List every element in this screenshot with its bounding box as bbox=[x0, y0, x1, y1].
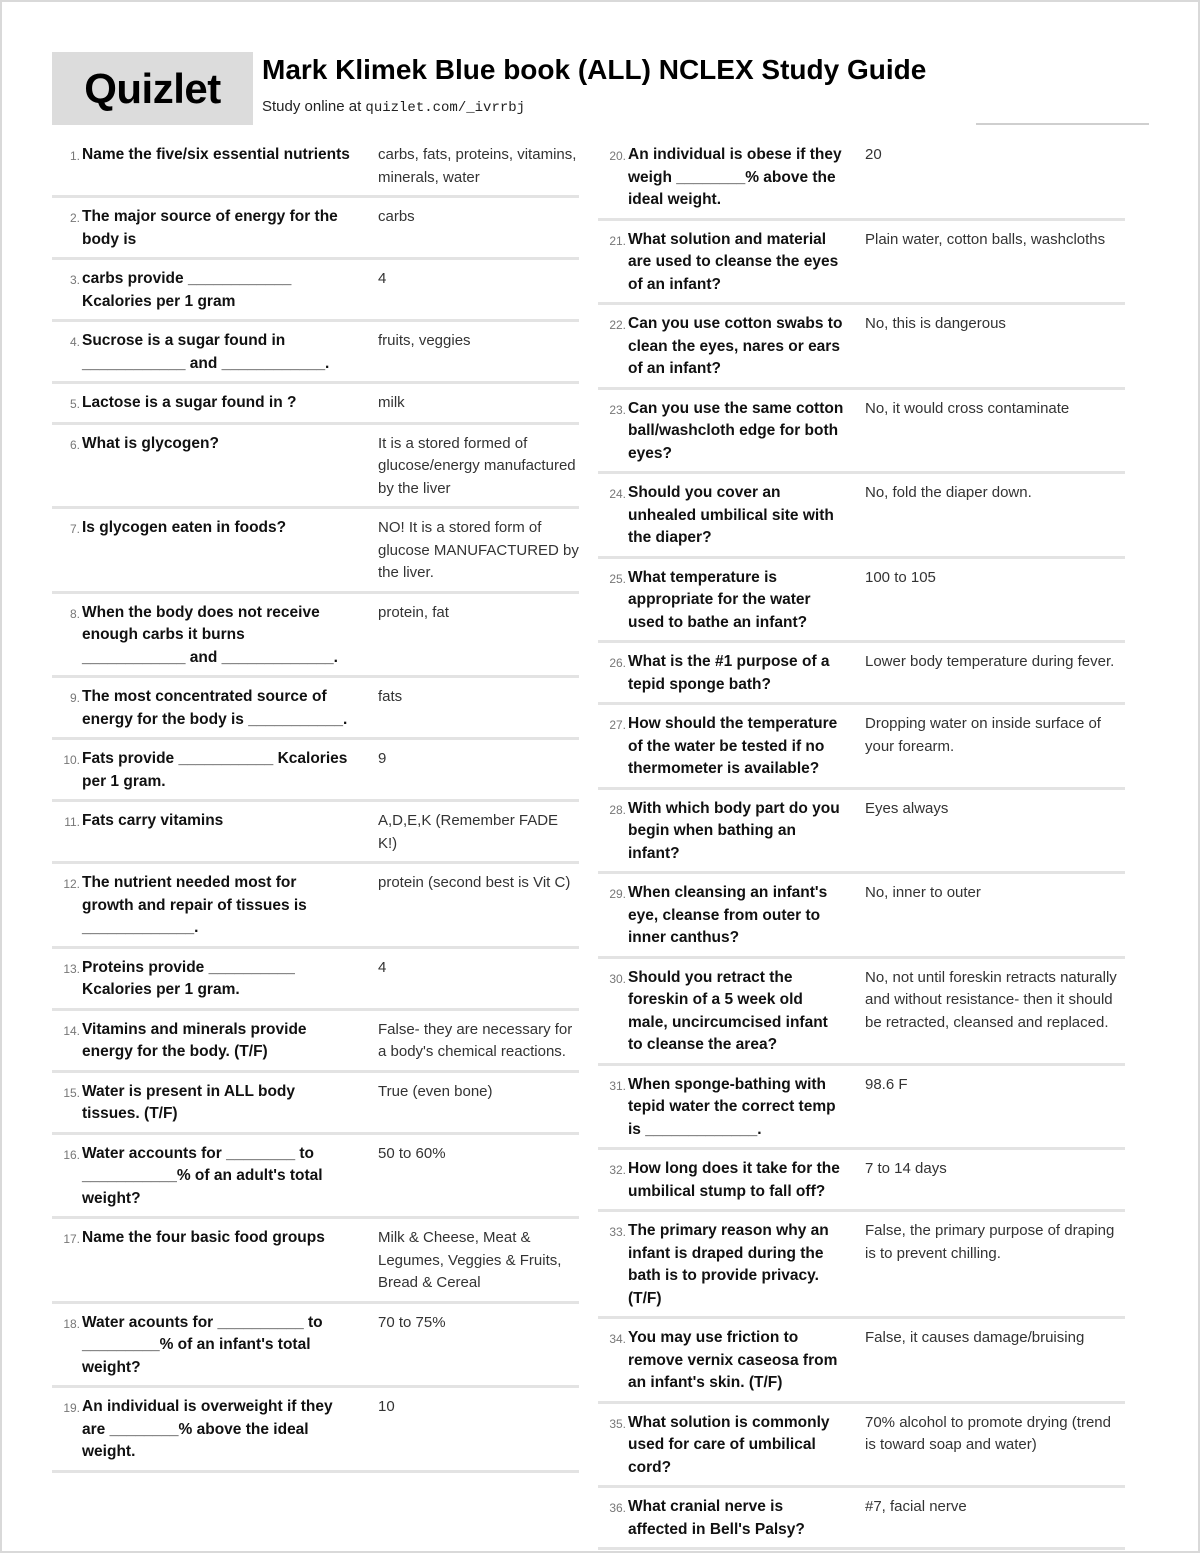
card-definition: 70% alcohol to promote drying (trend is toward soap and water) bbox=[865, 1413, 1111, 1453]
card-definition: carbs, fats, proteins, vitamins, minerals, water bbox=[378, 146, 577, 186]
card-definition: No, fold the diaper down. bbox=[865, 484, 1032, 501]
card-number: 24. bbox=[609, 487, 626, 501]
card-definition: A,D,E,K (Remember FADE K!) bbox=[378, 812, 559, 852]
card-number: 36. bbox=[609, 1501, 626, 1515]
card-term: What solution and material are used to cleanse the eyes of an infant? bbox=[628, 230, 839, 293]
card-definition: 10 bbox=[378, 1398, 395, 1415]
card-term: Name the four basic food groups bbox=[82, 1229, 325, 1246]
card-term: Is glycogen eaten in foods? bbox=[82, 519, 287, 536]
card-term: Can you use cotton swabs to clean the eyes, nares or ears of an infant? bbox=[628, 315, 843, 377]
flashcard-row bbox=[598, 880, 1125, 959]
flashcard-row bbox=[52, 746, 579, 802]
card-term: With which body part do you begin when bathing an infant? bbox=[628, 799, 840, 862]
card-term: When the body does not receive enough carbs it burns ____________ and _____________. bbox=[82, 603, 338, 666]
card-definition: No, inner to outer bbox=[865, 884, 981, 901]
flashcard-row bbox=[52, 515, 579, 594]
flashcard-row bbox=[598, 1325, 1125, 1404]
card-term: An individual is overweight if they are ________% above the ideal weight. bbox=[82, 1398, 333, 1460]
card-number: 13. bbox=[63, 961, 80, 976]
card-number: 28. bbox=[609, 802, 626, 817]
card-definition: False, it causes damage/bruising bbox=[865, 1329, 1085, 1346]
card-number: 19. bbox=[63, 1401, 80, 1415]
flashcard-row bbox=[52, 328, 579, 384]
flashcard-row bbox=[52, 955, 579, 1011]
card-number: 7. bbox=[69, 522, 80, 536]
card-term: Water is present in ALL body tissues. (T/F) bbox=[82, 1082, 296, 1122]
card-term: What temperature is appropriate for the water used to bathe an infant? bbox=[628, 568, 811, 631]
card-term: You may use friction to remove vernix caseosa from an infant's skin. (T/F) bbox=[628, 1329, 838, 1391]
card-definition: 100 to 105 bbox=[865, 568, 936, 586]
card-definition: It is a stored formed of glucose/energy manufactured by the liver bbox=[378, 434, 576, 497]
card-term: What is glycogen? bbox=[82, 434, 219, 452]
card-definition: False- they are necessary for a body's chemical reactions. bbox=[378, 1020, 573, 1060]
card-definition: Dropping water on inside surface of your forearm. bbox=[865, 715, 1101, 755]
flashcard-row bbox=[52, 1225, 579, 1304]
card-term: The major source of energy for the body is bbox=[82, 208, 338, 248]
flashcard-row bbox=[598, 796, 1125, 875]
card-term: How should the temperature of the water be tested if no thermometer is available? bbox=[628, 715, 838, 777]
card-term: Sucrose is a sugar found in ____________ and ____________. bbox=[82, 332, 330, 372]
flashcard-row bbox=[52, 870, 579, 949]
card-definition: 7 to 14 days bbox=[865, 1160, 947, 1177]
card-definition: False, the primary purpose of draping is to prevent chilling. bbox=[865, 1222, 1115, 1262]
card-term: The primary reason why an infant is draped during the bath is to provide privacy. (T/F) bbox=[628, 1222, 829, 1307]
card-term: Can you use the same cotton ball/washcloth edge for both eyes? bbox=[628, 399, 844, 462]
card-term: Lactose is a sugar found in ? bbox=[82, 394, 297, 411]
flashcard-row bbox=[52, 204, 579, 260]
cards-column-left bbox=[52, 142, 579, 1479]
flashcard-row bbox=[52, 1079, 579, 1135]
card-number: 25. bbox=[609, 571, 626, 586]
card-number: 4. bbox=[69, 335, 80, 349]
card-number: 29. bbox=[609, 887, 626, 901]
flashcard-row bbox=[598, 1494, 1125, 1550]
card-definition: Lower body temperature during fever. bbox=[865, 653, 1115, 670]
card-number: 2. bbox=[69, 211, 80, 225]
card-definition: #7, facial nerve bbox=[865, 1498, 967, 1515]
card-definition: protein (second best is Vit C) bbox=[378, 874, 571, 891]
flashcard-row bbox=[52, 808, 579, 864]
flashcard-row bbox=[52, 600, 579, 679]
card-number: 14. bbox=[63, 1023, 80, 1038]
card-term: Water acounts for __________ to _________% of an infant's total weight? bbox=[82, 1313, 323, 1376]
card-term: An individual is obese if they weigh ________% above the ideal weight. bbox=[628, 146, 842, 208]
card-number: 6. bbox=[69, 437, 80, 452]
card-number: 9. bbox=[69, 691, 80, 705]
card-definition: Eyes always bbox=[865, 799, 949, 817]
flashcard-row bbox=[598, 311, 1125, 390]
card-term: Should you retract the foreskin of a 5 week old male, uncircumcised infant to cleanse the area? bbox=[628, 968, 828, 1053]
flashcard-row bbox=[598, 565, 1125, 644]
flashcard-row bbox=[598, 142, 1125, 221]
card-definition: 98.6 F bbox=[865, 1075, 908, 1093]
card-definition: milk bbox=[378, 394, 405, 411]
flashcard-row bbox=[598, 965, 1125, 1066]
card-term: When cleansing an infant's eye, cleanse from outer to inner canthus? bbox=[628, 884, 828, 946]
flashcard-row bbox=[598, 1072, 1125, 1151]
page-subtitle bbox=[262, 98, 525, 116]
header-divider bbox=[976, 123, 1149, 125]
card-term: carbs provide ____________ Kcalories per 1 gram bbox=[82, 270, 292, 310]
quizlet-logo: Quizlet bbox=[52, 52, 253, 125]
card-definition: No, this is dangerous bbox=[865, 315, 1006, 332]
card-term: Water accounts for ________ to ___________% of an adult's total weight? bbox=[82, 1144, 323, 1207]
card-number: 12. bbox=[63, 877, 80, 891]
card-number: 33. bbox=[609, 1225, 626, 1239]
card-term: Fats carry vitamins bbox=[82, 812, 224, 829]
flashcard-row bbox=[52, 1310, 579, 1389]
flashcard-row bbox=[598, 1410, 1125, 1489]
card-number: 23. bbox=[609, 402, 626, 417]
subtitle-prefix: Study online at bbox=[262, 98, 362, 115]
flashcard-row bbox=[52, 684, 579, 740]
card-term: What is the #1 purpose of a tepid sponge bath? bbox=[628, 653, 830, 693]
flashcard-row bbox=[52, 266, 579, 322]
flashcard-row bbox=[598, 649, 1125, 705]
flashcard-row bbox=[598, 480, 1125, 559]
card-definition: Milk & Cheese, Meat & Legumes, Veggies & Fruits, Bread & Cereal bbox=[378, 1229, 562, 1291]
card-number: 22. bbox=[609, 318, 626, 332]
card-definition: Plain water, cotton balls, washcloths bbox=[865, 230, 1106, 248]
card-term: What solution is commonly used for care of umbilical cord? bbox=[628, 1413, 830, 1476]
card-number: 10. bbox=[63, 753, 80, 767]
card-number: 35. bbox=[609, 1416, 626, 1431]
flashcard-row bbox=[598, 711, 1125, 790]
cards-column-right bbox=[598, 142, 1125, 1556]
page-title: Mark Klimek Blue book (ALL) NCLEX Study Guide bbox=[262, 54, 927, 85]
card-definition: No, it would cross contaminate bbox=[865, 399, 1070, 417]
card-definition: 50 to 60% bbox=[378, 1144, 446, 1162]
flashcard-row bbox=[598, 227, 1125, 306]
card-term: Should you cover an unhealed umbilical site with the diaper? bbox=[628, 484, 834, 546]
card-term: What cranial nerve is affected in Bell's Palsy? bbox=[628, 1498, 805, 1538]
card-definition: True (even bone) bbox=[378, 1082, 493, 1100]
flashcard-row bbox=[52, 431, 579, 510]
card-term: The most concentrated source of energy for the body is ___________. bbox=[82, 688, 348, 728]
card-number: 5. bbox=[69, 397, 80, 411]
card-term: The nutrient needed most for growth and repair of tissues is _____________. bbox=[82, 874, 307, 936]
card-term: Fats provide ___________ Kcalories per 1 gram. bbox=[82, 750, 348, 790]
card-number: 16. bbox=[63, 1147, 80, 1162]
card-number: 1. bbox=[69, 149, 80, 163]
card-number: 17. bbox=[63, 1232, 80, 1246]
card-number: 34. bbox=[609, 1332, 626, 1346]
flashcard-row bbox=[52, 390, 579, 425]
card-term: Proteins provide __________ Kcalories per 1 gram. bbox=[82, 958, 295, 998]
card-term: How long does it take for the umbilical stump to fall off? bbox=[628, 1160, 840, 1200]
card-number: 3. bbox=[69, 273, 80, 287]
card-number: 31. bbox=[609, 1078, 626, 1093]
card-number: 15. bbox=[63, 1085, 80, 1100]
card-definition: No, not until foreskin retracts naturally and without resistance- then it should be retracted, cleansed and replaced. bbox=[865, 968, 1117, 1031]
card-number: 27. bbox=[609, 718, 626, 732]
flashcard-row bbox=[598, 1218, 1125, 1319]
card-number: 30. bbox=[609, 971, 626, 986]
card-number: 20. bbox=[609, 149, 626, 163]
card-definition: 20 bbox=[865, 146, 882, 163]
card-number: 26. bbox=[609, 656, 626, 670]
card-definition: fats bbox=[378, 688, 403, 705]
card-number: 18. bbox=[63, 1316, 80, 1331]
card-number: 32. bbox=[609, 1163, 626, 1177]
card-number: 11. bbox=[64, 815, 80, 829]
flashcard-row bbox=[52, 1394, 579, 1473]
page-header bbox=[52, 52, 1149, 125]
card-definition: 4 bbox=[378, 958, 387, 976]
flashcard-row bbox=[52, 142, 579, 198]
card-definition: 9 bbox=[378, 750, 387, 767]
flashcard-row bbox=[52, 1141, 579, 1220]
card-definition: 70 to 75% bbox=[378, 1313, 446, 1331]
card-definition: fruits, veggies bbox=[378, 332, 471, 349]
flashcard-row bbox=[598, 396, 1125, 475]
card-term: Name the five/six essential nutrients bbox=[82, 146, 350, 163]
card-definition: protein, fat bbox=[378, 603, 449, 621]
flashcard-row bbox=[598, 1156, 1125, 1212]
card-definition: 4 bbox=[378, 270, 387, 287]
card-number: 8. bbox=[69, 606, 80, 621]
card-definition: NO! It is a stored form of glucose MANUFACTURED by the liver. bbox=[378, 519, 579, 581]
card-number: 21. bbox=[609, 233, 626, 248]
flashcard-row bbox=[52, 1017, 579, 1073]
study-url-link[interactable]: quizlet.com/_ivrrbj bbox=[365, 100, 526, 116]
card-term: When sponge-bathing with tepid water the correct temp is _____________. bbox=[628, 1075, 836, 1138]
card-definition: carbs bbox=[378, 208, 415, 225]
card-term: Vitamins and minerals provide energy for the body. (T/F) bbox=[82, 1020, 307, 1060]
